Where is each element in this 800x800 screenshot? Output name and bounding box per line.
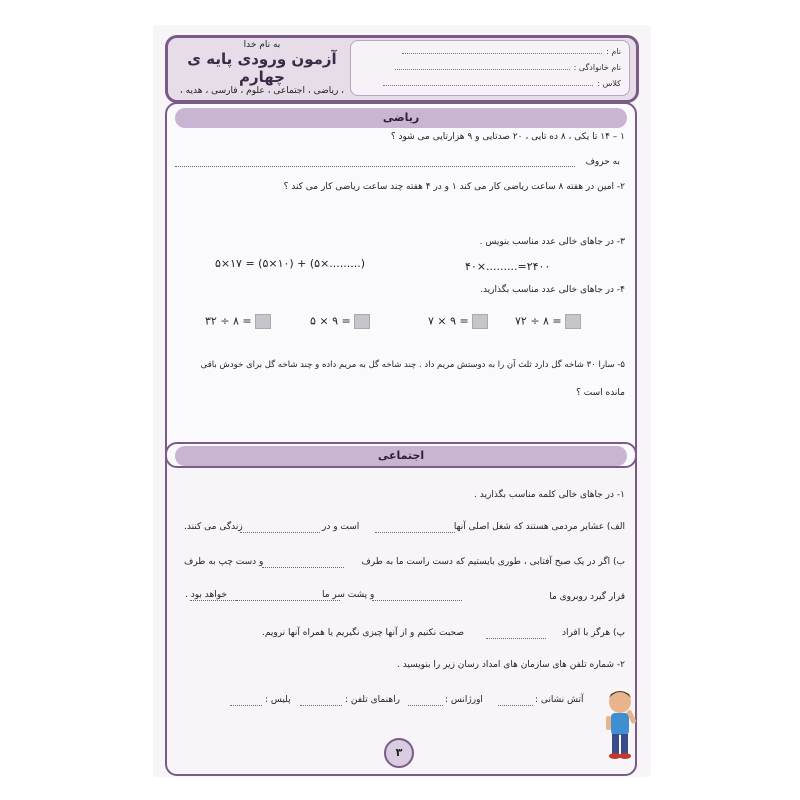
social-q2: ۲- شماره تلفن های سازمان های امداد رسان زیر را بنویسید . <box>396 660 625 670</box>
math-q1-answer-line[interactable] <box>175 166 575 167</box>
blank[interactable] <box>230 705 262 706</box>
class-field[interactable]: کلاس : <box>383 79 621 88</box>
social-b-part1: ب) اگر در یک صبح آفتابی ، طوری بایستیم که دست راست ما به طرف <box>361 557 625 567</box>
math-q5-line2: مانده است ؟ <box>576 388 625 398</box>
social-a-part1: الف) عشایر مردمی هستند که شغل اصلی آنها <box>453 522 625 532</box>
blank[interactable] <box>262 567 344 568</box>
blank[interactable] <box>300 705 342 706</box>
math-q3-eq1: ۵×۱۷ = (۵×۱۰) + (۵×.........) <box>215 257 366 270</box>
math-q2: ۲- امین در هفته ۸ ساعت ریاضی کار می کند ۱ و در ۴ هفته چند ساعت ریاضی کار می کند ؟ <box>283 182 625 192</box>
math-q4-eq1: ۳۲ ÷ ۸ = <box>205 314 271 329</box>
blank[interactable] <box>486 638 546 639</box>
social-p-part2: صحبت نکنیم و از آنها چیزی نگیریم یا همراه آنها نرویم. <box>262 628 464 638</box>
name-field[interactable]: نام : <box>402 47 621 56</box>
phone-guide-label: راهنمای تلفن : <box>345 695 400 705</box>
page-number: ۳ <box>384 738 414 768</box>
exam-title: آزمون ورودی پایه ی چهارم <box>187 50 337 86</box>
social-heading: اجتماعی <box>175 446 627 466</box>
blank[interactable] <box>498 705 533 706</box>
cartoon-boy-image <box>600 688 640 763</box>
math-heading: ریاضی <box>175 108 627 128</box>
math-q5-line1: ۵- سارا ۳۰ شاخه گل دارد ثلث آن را به دوستش مریم داد . چند شاخه گل به مریم داده و چند شاخه گل برای خودش باقی <box>200 360 625 370</box>
subjects-list: ، ریاضی ، اجتماعی ، علوم ، فارسی ، هدیه ، <box>179 86 345 96</box>
fire-label: آتش نشانی : <box>535 695 584 705</box>
social-a-part3: زندگی می کنند. <box>184 522 243 532</box>
math-q3: ۳- در جاهای خالی عدد مناسب بنویس . <box>479 237 625 247</box>
social-b2-part2: و پشت سر ما <box>322 590 375 600</box>
math-q1: ۱ – ۱۴ تا یکی ، ۸ ده تایی ، ۲۰ صدتایی و ۹ هزارتایی می شود ؟ <box>390 132 625 142</box>
social-p-part1: پ) هرگز با افراد <box>561 628 625 638</box>
family-field[interactable]: نام خانوادگی : <box>395 63 621 72</box>
social-a-part2: است و در <box>322 522 360 532</box>
math-q1-words-label: به حروف <box>585 157 620 167</box>
social-b2-part3: خواهد بود . <box>185 590 227 600</box>
blank[interactable] <box>408 705 443 706</box>
math-q4: ۴- در جاهای خالی عدد مناسب بگذارید. <box>480 285 625 295</box>
social-b-part2: و دست چپ به طرف <box>184 557 264 567</box>
student-info-box <box>350 40 630 96</box>
basmala: به نام خدا <box>243 40 281 50</box>
emergency-label: اورژانس : <box>445 695 483 705</box>
blank[interactable] <box>236 600 318 601</box>
answer-box[interactable] <box>565 314 581 329</box>
answer-box[interactable] <box>354 314 370 329</box>
math-q4-eq4: ۷۲ ÷ ۸ = <box>515 314 581 329</box>
math-q4-eq2: ۵ × ۹ = <box>310 314 370 329</box>
police-label: پلیس : <box>265 695 291 705</box>
title-block <box>172 40 352 94</box>
blank[interactable] <box>240 532 320 533</box>
math-q3-eq2: ۴۰×.........=۲۴۰۰ <box>465 260 551 273</box>
social-b2-part1: قرار گیرد روبروی ما <box>549 592 625 602</box>
answer-box[interactable] <box>255 314 271 329</box>
blank[interactable] <box>372 600 462 601</box>
blank[interactable] <box>375 532 455 533</box>
social-q1: ۱- در جاهای خالی کلمه مناسب بگذارید . <box>474 490 625 500</box>
answer-box[interactable] <box>472 314 488 329</box>
math-q4-eq3: ۷ × ۹ = <box>428 314 488 329</box>
